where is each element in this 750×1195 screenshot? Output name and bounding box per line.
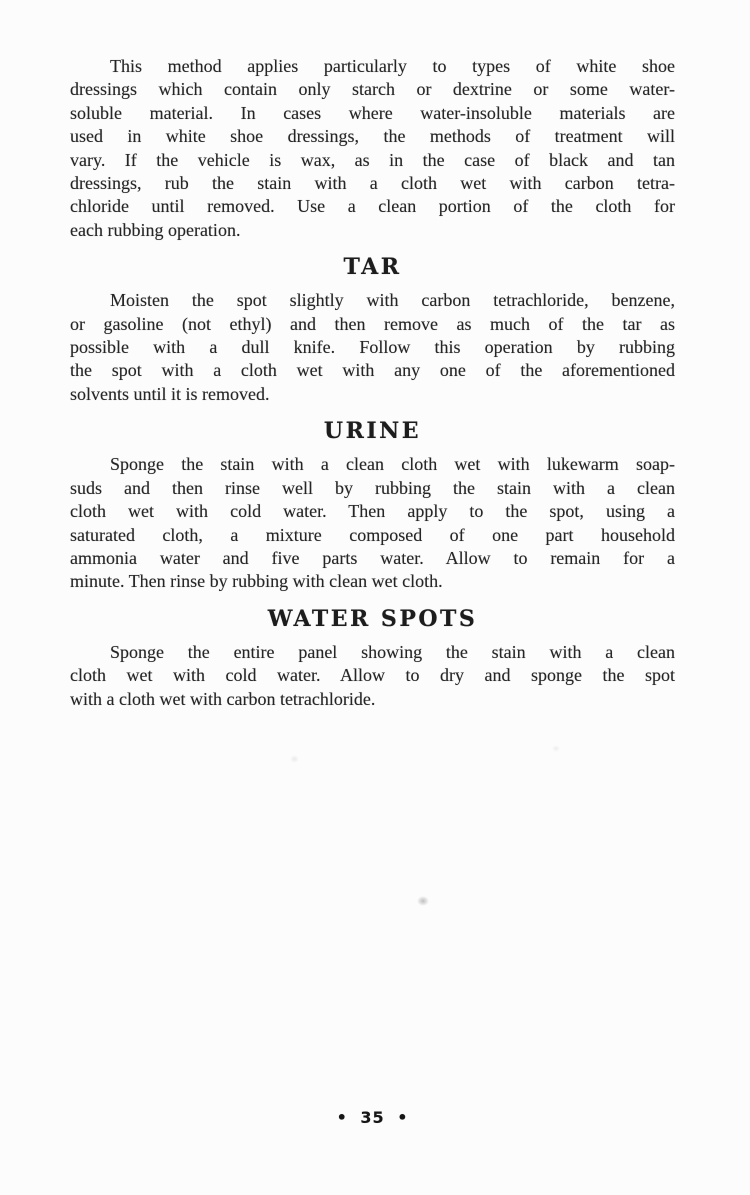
scan-speck [290, 755, 299, 763]
text-line: minute. Then rinse by rubbing with clean wet cloth. [70, 571, 443, 592]
section-urine [70, 419, 675, 593]
scan-speck [552, 745, 560, 752]
text-line: the spot with a cloth wet with any one of the aforementioned [70, 360, 675, 381]
text-line: This method applies particularly to types of white shoe [110, 56, 675, 76]
text-line: Sponge the entire panel showing the stain with a clean [110, 641, 675, 662]
text-line: suds and then rinse well by rubbing the stain with a clean [70, 477, 675, 498]
text-line: or gasoline (not ethyl) and then remove as much of the tar as [70, 313, 675, 334]
text-line: cloth wet with cold water. Then apply to the spot, using a [70, 501, 675, 522]
page-number: • 35 • [336, 1108, 409, 1127]
scan-speck [417, 896, 429, 906]
text-line: dressings which contain only starch or dextrine or some water- [70, 79, 675, 100]
section-white-shoe-dressing [70, 55, 675, 242]
text-line: chloride until removed. Use a clean portion of the cloth for [70, 196, 675, 217]
text-line: Moisten the spot slightly with carbon tetrachloride, benzene, [110, 290, 675, 311]
text-line: dressings, rub the stain with a cloth wet with carbon tetra- [70, 173, 675, 194]
section-tar [70, 255, 675, 406]
text-line: cloth wet with cold water. Allow to dry and sponge the spot [70, 665, 675, 686]
section-heading-urine: URINE [323, 418, 422, 445]
section-heading-tar: TAR [343, 254, 402, 281]
text-line: vary. If the vehicle is wax, as in the case of black and tan [70, 149, 675, 170]
text-line: solvents until it is removed. [70, 383, 270, 404]
text-line: ammonia water and five parts water. Allow to remain for a [70, 547, 675, 568]
section-heading-water-spots: WATER SPOTS [267, 605, 478, 632]
text-line: possible with a dull knife. Follow this operation by rubbing [70, 337, 675, 358]
text-line: saturated cloth, a mixture composed of one part household [70, 524, 675, 545]
section-water-spots [70, 607, 675, 711]
text-line: each rubbing operation. [70, 219, 241, 240]
text-line: used in white shoe dressings, the methods of treatment will [70, 126, 675, 147]
page-footer [70, 1108, 675, 1128]
page-content [70, 55, 675, 711]
text-line: with a cloth wet with carbon tetrachloride. [70, 688, 376, 709]
text-line: Sponge the stain with a clean cloth wet with lukewarm soap- [110, 454, 675, 475]
text-line: soluble material. In cases where water-insoluble materials are [70, 102, 675, 123]
